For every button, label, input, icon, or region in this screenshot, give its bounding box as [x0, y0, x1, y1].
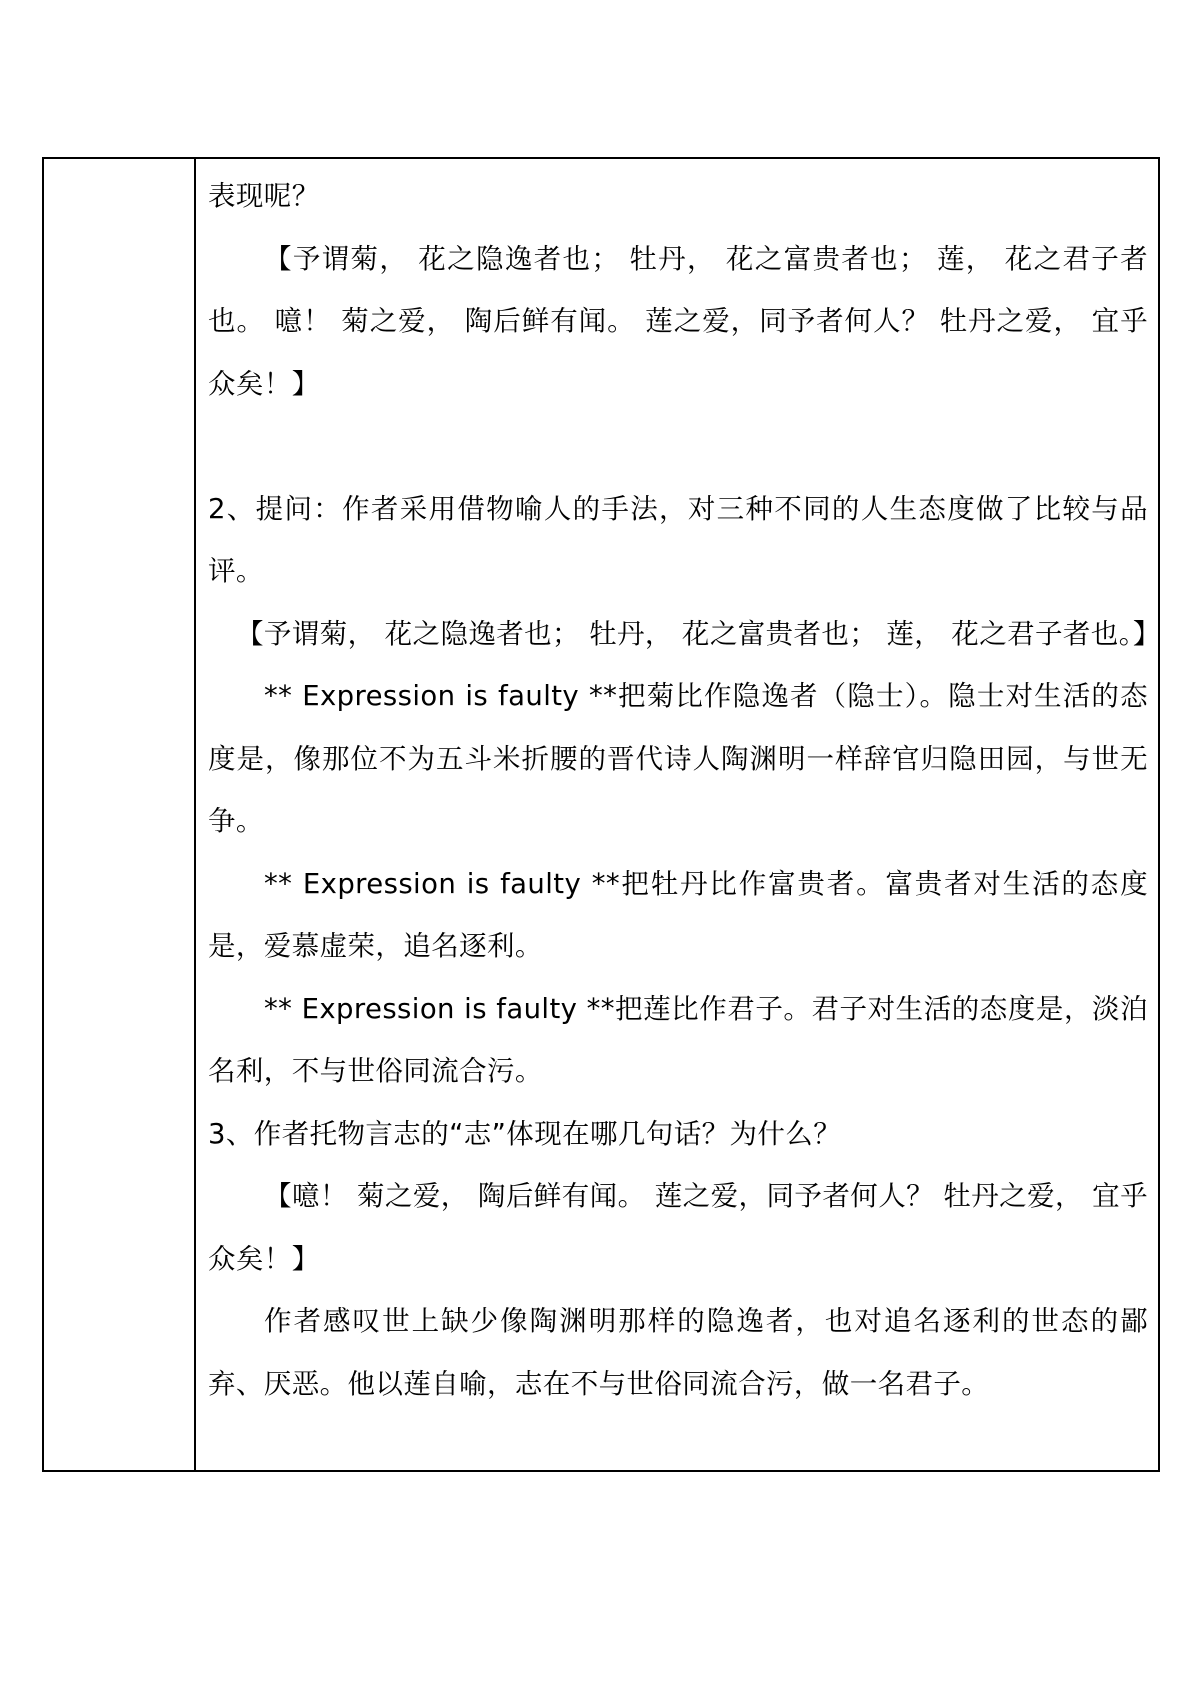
paragraph-question-2: 2、提问：作者采用借物喻人的手法，对三种不同的人生态度做了比较与品评。 — [208, 492, 1148, 587]
paragraph-quote-flowers: 【予谓菊， 花之隐逸者也； 牡丹， 花之富贵者也； 莲， 花之君子者也。】 — [236, 617, 1161, 650]
blank-line — [208, 415, 1148, 478]
paragraph-intro: 表现呢？ — [208, 180, 320, 212]
paragraph-quote-full: 【予谓菊， 花之隐逸者也； 牡丹， 花之富贵者也； 莲， 花之君子者也。 噫！ 菊之爱， 陶后鲜有闻。 莲之爱，同予者何人？ 牡丹之爱， 宜乎众矣！】 — [208, 242, 1148, 400]
paragraph-conclusion: 作者感叹世上缺少像陶渊明那样的隐逸者，也对追名逐利的世态的鄙弃、厌恶。他以莲自喻，志在不与世俗同流合污，做一名君子。 — [208, 1305, 1148, 1400]
content-cell — [196, 159, 1161, 1470]
document-table — [42, 157, 1160, 1472]
left-empty-cell — [44, 159, 196, 1470]
paragraph-lotus: ** Expression is faulty **把莲比作君子。君子对生活的态度是，淡泊名利，不与世俗同流合污。 — [208, 992, 1148, 1087]
paragraph-peony: ** Expression is faulty **把牡丹比作富贵者。富贵者对生活的态度是，爱慕虚荣，追名逐利。 — [208, 867, 1148, 962]
paragraph-quote-sigh: 【噫！ 菊之爱， 陶后鲜有闻。 莲之爱，同予者何人？ 牡丹之爱， 宜乎众矣！】 — [208, 1180, 1148, 1275]
paragraph-chrysanthemum: ** Expression is faulty **把菊比作隐逸者（隐士）。隐士对生活的态度是，像那位不为五斗米折腰的晋代诗人陶渊明一样辞官归隐田园，与世无争。 — [208, 680, 1148, 837]
paragraph-question-3: 3、作者托物言志的“志”体现在哪几句话？为什么？ — [208, 1117, 842, 1150]
